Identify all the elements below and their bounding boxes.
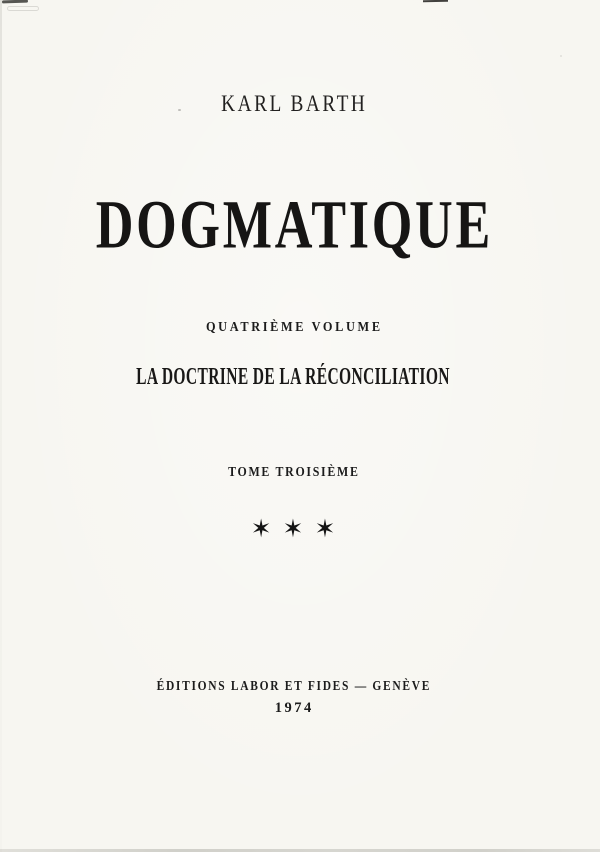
book-title: DOGMATIQUE — [95, 186, 493, 263]
scan-speck — [178, 109, 181, 111]
scan-artifact-top-left-smudge — [7, 6, 39, 11]
tome-label: TOME TROISIÈME — [228, 465, 360, 480]
volume-label: QUATRIÈME VOLUME — [205, 320, 383, 335]
publication-year: 1974 — [274, 700, 314, 716]
author-name: KARL BARTH — [221, 91, 368, 116]
book-subtitle: LA DOCTRINE DE LA RÉCONCILIATION — [136, 361, 450, 391]
scan-edge-left — [0, 0, 2, 852]
scan-speck — [560, 55, 562, 57]
publisher-imprint: ÉDITIONS LABOR ET FIDES — GENÈVE — [156, 678, 432, 693]
scan-speck — [107, 207, 109, 209]
star-ornament-icon: ✶✶✶ — [250, 516, 347, 543]
